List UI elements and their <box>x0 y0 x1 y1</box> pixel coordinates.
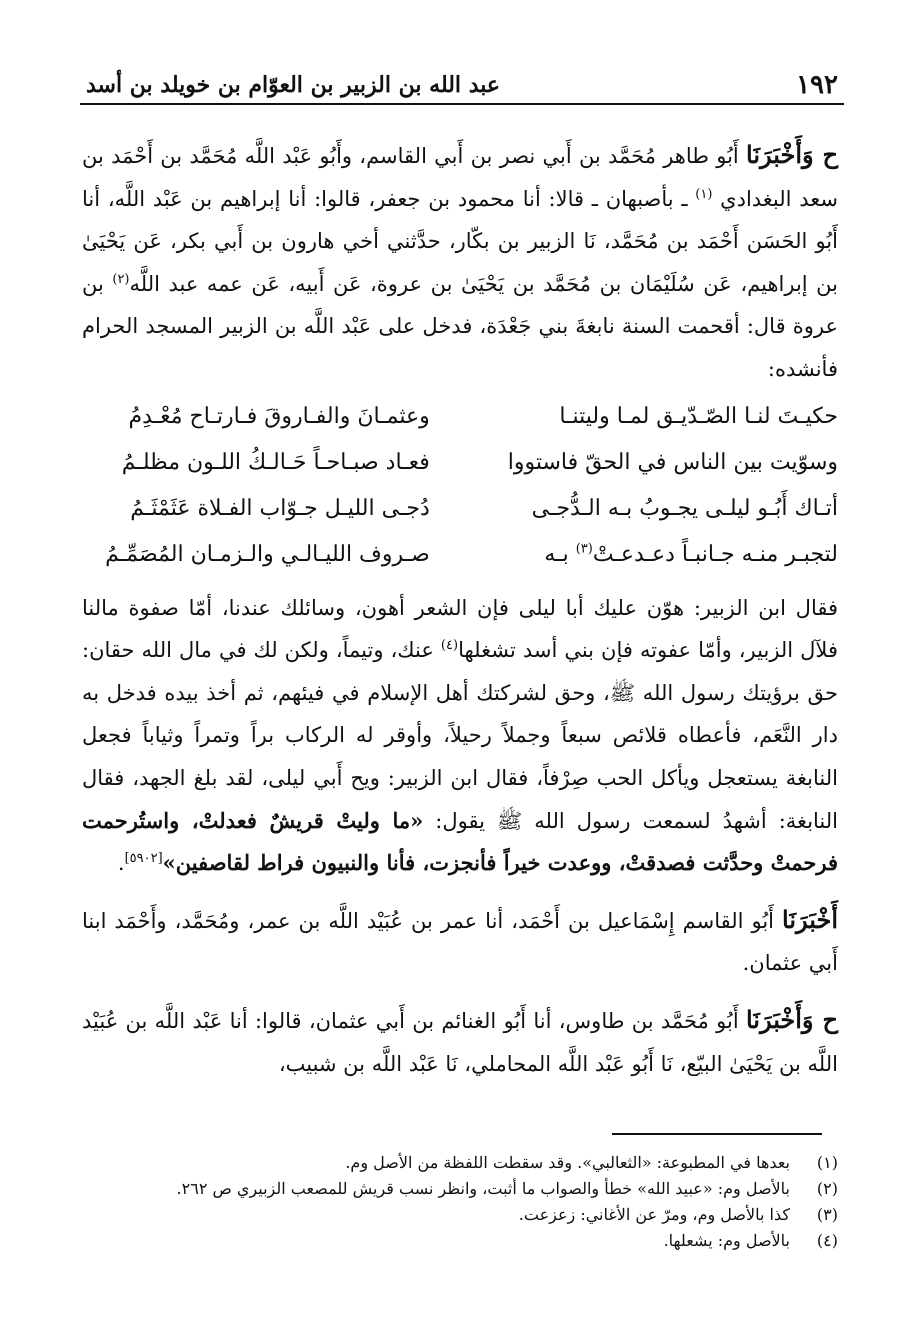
footnote-rule <box>612 1133 822 1135</box>
paragraph-end: . <box>117 851 125 876</box>
verse-second-hemistich: دُجـى الليـل جـوّاب الفـلاة عَثَمْثَـمُ <box>130 496 430 522</box>
footnote-text: كذا بالأصل وم، ومرّ عن الأغاني: زعزعت. <box>518 1205 790 1224</box>
verse-second-hemistich: وعثمـانَ والفـاروقَ فـارتـاح مُعْـدِمُ <box>128 404 430 430</box>
paragraph-text: أَبُو طاهر مُحَمَّد بن أَبي نصر بن أَبي القاسم، وأَبُو عَبْد اللَّه مُحَمَّد بن أَحْمَد بن سعد البغدادي <box>82 144 838 211</box>
paragraph-3 <box>82 899 838 985</box>
poem <box>82 395 838 579</box>
footnote-text: بالأصل وم: «عبيد الله» خطأ والصواب ما أثبت، وانظر نسب قريش للمصعب الزبيري ص ٢٦٢. <box>176 1179 790 1198</box>
footnote-number: (٤) <box>816 1231 838 1250</box>
verse-first-hemistich: أتـاك أَبُـو ليلـى يجـوبُ بـه الـدُّجـى <box>531 496 838 522</box>
paragraph-text: بن عروة قال: أقحمت السنة نابغةَ بني جَعْدَة، فدخل على عَبْد اللَّه بن الزبير المسجد الحرام فأنشده: <box>82 271 838 381</box>
paragraph-4 <box>82 999 838 1085</box>
footnote-text: بعدها في المطبوعة: «الثعالبي». وقد سقطت اللفظة من الأصل وم. <box>345 1153 790 1172</box>
footnotes <box>82 1150 838 1254</box>
footnote-text: بالأصل وم: يشعلها. <box>663 1231 790 1250</box>
verse-second-hemistich: صـروف الليـالـي والـزمـان المُصَمِّـمُ <box>105 542 430 568</box>
footnote-number: (٣) <box>816 1205 838 1224</box>
header-rule <box>80 103 844 105</box>
running-title: عبد الله بن الزبير بن العوّام بن خويلد بن أسد <box>86 72 501 98</box>
spacer <box>82 885 838 899</box>
verse <box>82 441 838 487</box>
paragraph-text: أَبُو مُحَمَّد بن طاوس، أنا أَبُو الغنائم بن أَبي عثمان، قالوا: أنا عَبْد اللَّه بن عُبَيْد اللَّه بن يَحْيَىٰ البيّع، نَا أَبُو عَبْد اللَّه المحاملي، نَا عَبْد اللَّه بن شبيب، <box>82 1008 838 1076</box>
hemistich-text: بـه <box>544 542 576 568</box>
verse <box>82 395 838 441</box>
verse <box>82 487 838 533</box>
footnote-ref-3: (٣) <box>575 541 593 557</box>
verse-first-hemistich: وسوّيت بين الناس في الحقّ فاستووا <box>507 450 838 476</box>
footnote <box>82 1202 838 1228</box>
footnote <box>82 1228 838 1254</box>
page-header <box>80 66 844 106</box>
verse <box>82 533 838 579</box>
paragraph-text: أَبُو القاسم إِسْمَاعيل بن أَحْمَد، أنا عمر بن عُبَيْد اللَّه بن عمر، ومُحَمَّد، وأَحْمَد ابنا أَبي عثمان. <box>82 908 838 976</box>
footnote <box>82 1176 838 1202</box>
isnad-lead: ح وَأَخْبَرَنَا <box>745 1004 838 1034</box>
verse-first-hemistich <box>490 534 838 577</box>
hemistich-text: لتجبـر منـه جـانبـاً دعـدعـتْ <box>592 542 838 568</box>
footnote-ref-4: (٤) <box>440 638 459 654</box>
paragraph-text: عنك، وتيماً، ولكن لك في مال الله حقان: حق برؤيتك رسول الله ﷺ، وحق لشركتك أهل الإسلام في فيئهم، ثم أخذ بيده فدخل به دار النَّعَم، فأعطاه قلائص سبعاً وجملاً رحيلاً، وأوقر له الركاب براً وتمراً وثياباً فجعل النابغة يستعجل ويأكل الحب صِرْفاً، فقال ابن الزبير: ويح أَبي ليلى، لقد بلغ الجهد، فقال النابغة: أشهدُ لسمعت رسول الله ﷺ يقول: <box>82 638 839 833</box>
isnad-lead: ح وَأَخْبَرَنَا <box>746 140 838 169</box>
verse-second-hemistich: فعـاد صبـاحـاً حَـالـكُ اللـون مظلـمُ <box>121 450 430 476</box>
footnote-number: (٢) <box>816 1179 838 1198</box>
isnad-lead: أَخْبَرَنَا <box>782 904 838 934</box>
hadith-quote: «ما وليتْ قريشٌ فعدلتْ، واستُرحمت فرحمتْ وحدَّثت فصدقتْ، ووعدت خيراً فأنجزت، فأنا والنبيون فراط لقاصفين» <box>82 807 838 876</box>
paragraph-text: فقال ابن الزبير: هوّن عليك أبا ليلى فإن الشعر أهون، وسائلك عندنا، أمّا صفوة مالنا فلآل الزبير، وأمّا عفوته فإن بني أسد تشغلها <box>82 595 838 663</box>
hadith-number: [٥٩٠٢] <box>124 851 163 867</box>
verse-first-hemistich: حكيـتَ لنـا الصّـدّيـق لمـا وليتنـا <box>559 404 838 430</box>
footnote <box>82 1150 838 1176</box>
footnote-ref-2: (٢) <box>112 271 130 287</box>
footnote-number: (١) <box>816 1153 838 1172</box>
spacer <box>82 985 838 999</box>
paragraph-text: ـ بأصبهان ـ قالا: أنا محمود بن جعفر، قالوا: أنا إبراهيم بن عَبْد اللَّه، أنا أَبُو الحَسَن أَحْمَد بن مُحَمَّد، نَا الزبير بن بكّار، حدَّثني أخي هارون بن أَبي بكر، عَن يَحْيَىٰ بن إبراهيم، عَن سُلَيْمَان بن مُحَمَّد بن يَحْيَىٰ بن عروة، عَن أَبيه، عَن عمه عبد اللَّه <box>82 186 838 296</box>
page-number: ١٩٢ <box>796 70 838 100</box>
main-text <box>82 134 838 1085</box>
paragraph-2 <box>82 587 838 885</box>
footnote-ref-1: (١) <box>695 186 713 202</box>
paragraph-1 <box>82 134 838 391</box>
